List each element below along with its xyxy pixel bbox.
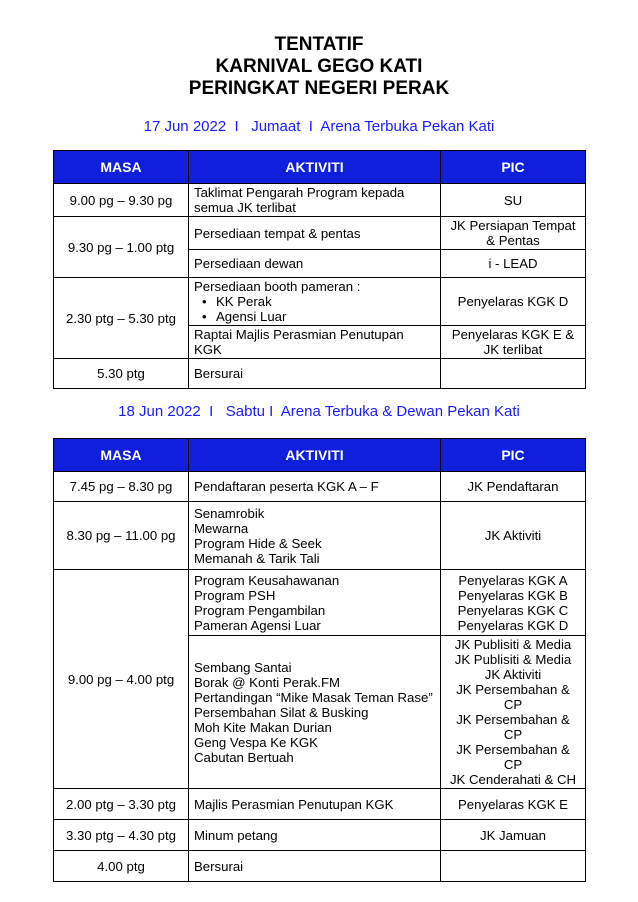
aktiviti-line: Cabutan Bertuah <box>194 749 294 765</box>
pic-line: JK Publisiti & Media <box>454 652 572 667</box>
cell-masa: 9.00 pg – 4.00 ptg <box>54 570 189 789</box>
aktiviti-line: Geng Vespa Ke KGK <box>194 734 318 750</box>
table-row <box>54 820 586 851</box>
cell-masa: 3.30 ptg – 4.30 ptg <box>54 820 189 851</box>
cell-masa: 7.45 pg – 8.30 pg <box>54 472 189 502</box>
pic-line: JK Cenderahati & CH <box>449 772 577 787</box>
cell-pic: i - LEAD <box>441 250 586 278</box>
cell-aktiviti: Raptai Majlis Perasmian Penutupan KGK <box>189 326 441 359</box>
aktiviti-line: Pameran Agensi Luar <box>194 617 321 633</box>
cell-masa: 4.00 ptg <box>54 851 189 882</box>
pic-line: Penyelaras KGK E <box>458 796 568 812</box>
aktiviti-line: Memanah & Tarik Tali <box>194 550 320 566</box>
cell-aktiviti: Persediaan dewan <box>189 250 441 278</box>
col-header-aktiviti: AKTIVITI <box>189 439 441 472</box>
pic-line: JK Pendaftaran <box>467 479 559 494</box>
cell-aktiviti <box>189 789 441 820</box>
day2-schedule-table <box>53 438 586 882</box>
cell-pic <box>441 851 586 882</box>
col-header-aktiviti: AKTIVITI <box>189 151 441 184</box>
table-header-row <box>54 151 586 184</box>
cell-aktiviti <box>189 636 441 789</box>
cell-pic <box>441 472 586 502</box>
cell-aktiviti: Bersurai <box>189 359 441 389</box>
pic-line: JK Persembahan & CP <box>456 712 570 742</box>
day1-subtitle: 17 Jun 2022 I Jumaat I Arena Terbuka Pekan Kati <box>143 118 495 135</box>
cell-pic <box>441 359 586 389</box>
table-row <box>54 851 586 882</box>
table-row <box>54 184 586 217</box>
cell-pic <box>441 636 586 789</box>
aktiviti-line: Program Keusahawanan <box>194 572 340 588</box>
day1-schedule-table <box>53 150 586 389</box>
pic-line: JK Persembahan & CP <box>456 682 570 712</box>
pic-line: JK Jamuan <box>480 827 546 843</box>
cell-masa: 9.30 pg – 1.00 ptg <box>54 217 189 278</box>
cell-pic <box>441 502 586 570</box>
pic-line: Penyelaras KGK D <box>457 617 569 633</box>
doc-title-line2: KARNIVAL GEGO KATI <box>215 56 423 77</box>
pic-line: Penyelaras KGK A <box>458 572 568 588</box>
cell-aktiviti <box>189 851 441 882</box>
doc-title-line3: PERINGKAT NEGERI PERAK <box>188 78 450 99</box>
table-row <box>54 217 586 250</box>
aktiviti-line: Majlis Perasmian Penutupan KGK <box>194 796 394 812</box>
cell-pic <box>441 570 586 636</box>
aktiviti-line: Program Pengambilan <box>194 602 326 618</box>
cell-pic: SU <box>441 184 586 217</box>
cell-aktiviti <box>189 502 441 570</box>
aktiviti-line: Borak @ Konti Perak.FM <box>194 674 341 690</box>
aktiviti-line: Senamrobik <box>194 505 265 521</box>
cell-pic: JK Persiapan Tempat & Pentas <box>441 217 586 250</box>
col-header-masa: MASA <box>54 439 189 472</box>
table-row <box>54 502 586 570</box>
aktiviti-line: Bersurai <box>194 858 244 874</box>
cell-masa: 8.30 pg – 11.00 pg <box>54 502 189 570</box>
table-header-row <box>54 439 586 472</box>
cell-masa: 2.30 ptg – 5.30 ptg <box>54 278 189 359</box>
cell-masa: 2.00 ptg – 3.30 ptg <box>54 789 189 820</box>
aktiviti-line: Moh Kite Makan Durian <box>194 719 332 735</box>
table-row <box>54 278 586 326</box>
pic-line: Penyelaras KGK C <box>457 602 569 618</box>
doc-title-line1: TENTATIF <box>274 34 364 55</box>
cell-masa: 9.00 pg – 9.30 pg <box>54 184 189 217</box>
list-item: • Agensi Luar <box>216 309 435 324</box>
cell-masa: 5.30 ptg <box>54 359 189 389</box>
aktiviti-line: Persembahan Silat & Busking <box>194 704 369 720</box>
cell-aktiviti: Taklimat Pengarah Program kepada semua JK terlibat <box>189 184 441 217</box>
col-header-pic: PIC <box>441 151 586 184</box>
aktiviti-line: Mewarna <box>194 520 249 536</box>
col-header-masa: MASA <box>54 151 189 184</box>
cell-aktiviti <box>189 472 441 502</box>
aktiviti-line: Program PSH <box>194 587 276 603</box>
pic-line: JK Aktiviti <box>484 667 542 682</box>
bullet-list <box>194 294 435 324</box>
pic-line: Penyelaras KGK B <box>458 587 568 603</box>
pic-line: JK Aktiviti <box>484 528 542 543</box>
cell-pic <box>441 789 586 820</box>
list-item: • KK Perak <box>216 294 435 309</box>
aktiviti-line: Persediaan booth pameran : <box>194 279 361 294</box>
aktiviti-line: Sembang Santai <box>194 659 292 675</box>
table-row <box>54 359 586 389</box>
table-row <box>54 570 586 636</box>
day2-subtitle: 18 Jun 2022 I Sabtu I Arena Terbuka & Dewan Pekan Kati <box>118 403 520 420</box>
cell-aktiviti <box>189 820 441 851</box>
cell-aktiviti: Persediaan tempat & pentas <box>189 217 441 250</box>
cell-pic: Penyelaras KGK D <box>441 278 586 326</box>
pic-line: JK Persembahan & CP <box>456 742 570 772</box>
aktiviti-line: Pertandingan “Mike Masak Teman Rase” <box>194 689 433 705</box>
aktiviti-line: Pendaftaran peserta KGK A – F <box>194 479 379 494</box>
aktiviti-line: Program Hide & Seek <box>194 535 322 551</box>
cell-pic: Penyelaras KGK E & JK terlibat <box>441 326 586 359</box>
cell-pic <box>441 820 586 851</box>
aktiviti-line: Minum petang <box>194 827 278 843</box>
pic-line: JK Publisiti & Media <box>454 637 572 652</box>
table-row <box>54 789 586 820</box>
cell-aktiviti <box>189 570 441 636</box>
col-header-pic: PIC <box>441 439 586 472</box>
table-row <box>54 472 586 502</box>
cell-aktiviti <box>189 278 441 326</box>
